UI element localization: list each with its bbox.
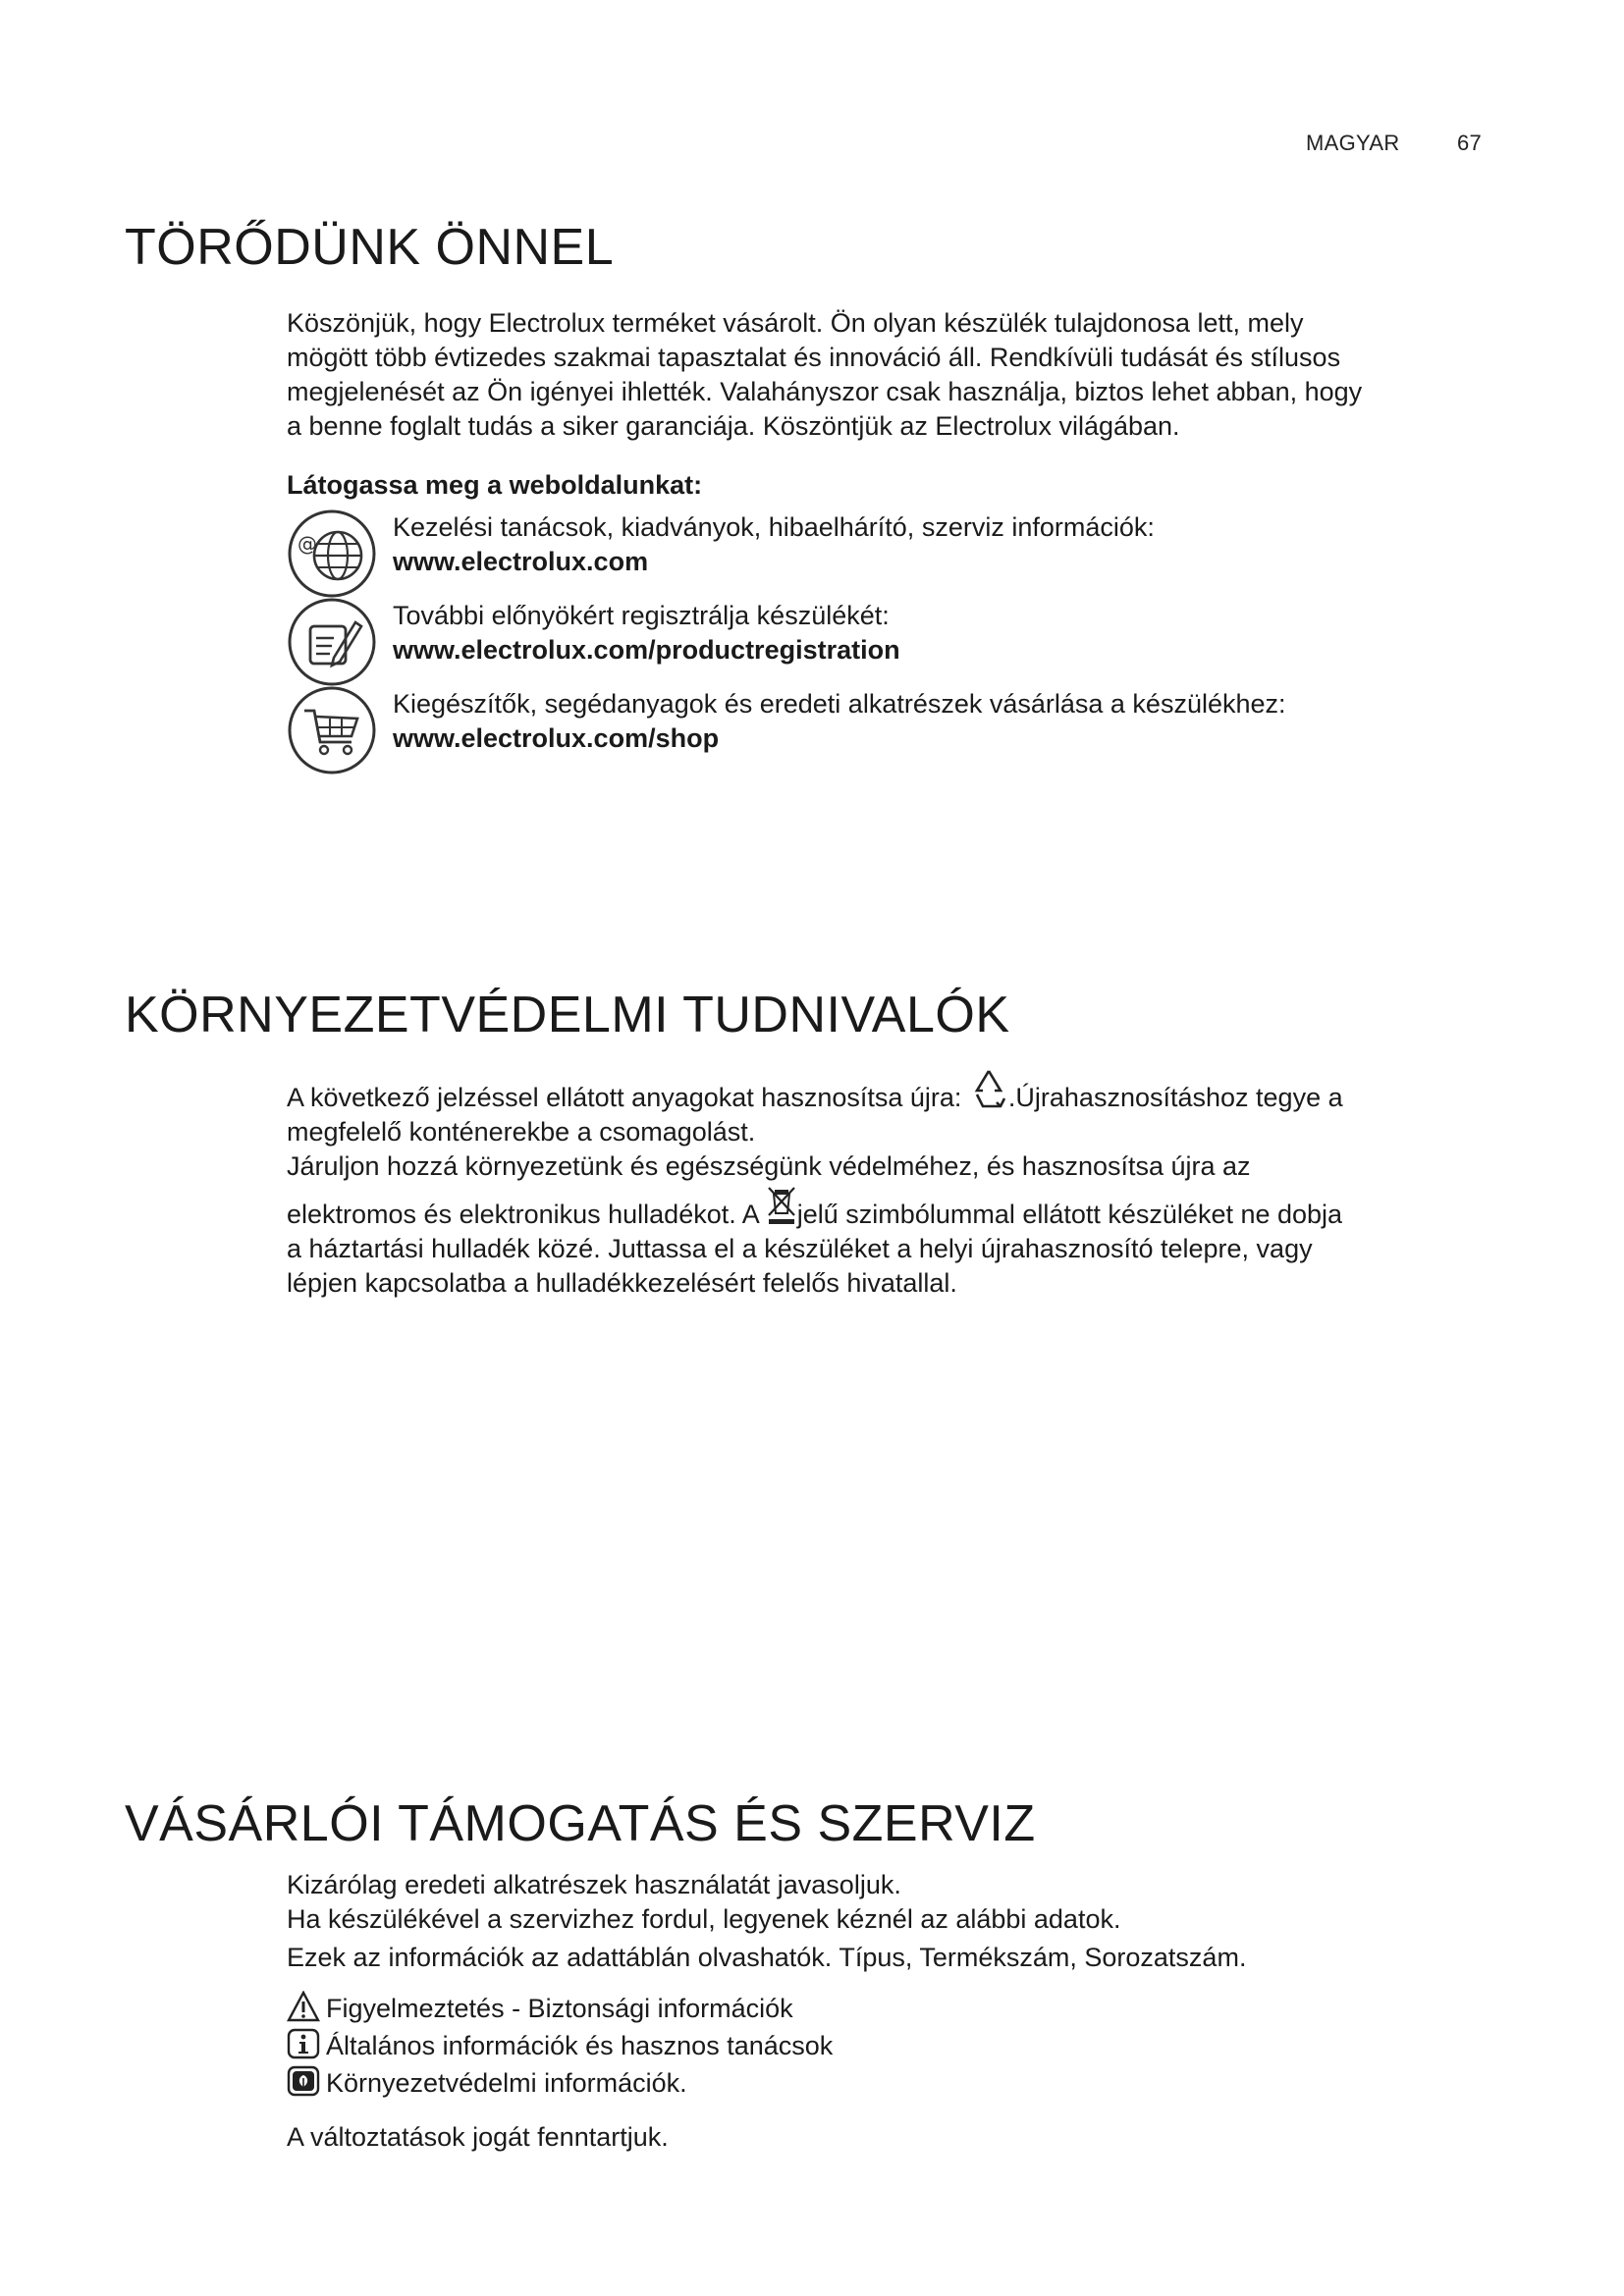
globe-icon	[287, 508, 377, 599]
crossed-bin-icon	[766, 1184, 797, 1227]
intro-line: a benne foglalt tudás a siker garanciája. Köszöntjük az Electrolux világában.	[287, 411, 1180, 441]
footer-note: A változtatások jogát fenntartjuk.	[287, 2122, 669, 2152]
section-title-support: VÁSÁRLÓI TÁMOGATÁS ÉS SZERVIZ	[125, 1795, 1036, 1852]
link-description: További előnyökért regisztrálja készülékét:	[393, 601, 890, 630]
environment-text: .Újrahasznosításhoz tegye a	[1007, 1083, 1343, 1112]
support-line: Kizárólag eredeti alkatrészek használatát javasoljuk.	[287, 1870, 901, 1899]
environment-text: megfelelő konténerekbe a csomagolást.	[287, 1117, 756, 1147]
legend-info	[287, 2028, 833, 2063]
registration-link[interactable]: www.electrolux.com/productregistration	[393, 635, 900, 665]
legend-text: Figyelmeztetés - Biztonsági információk	[326, 1994, 793, 2023]
environment-text: elektromos és elektronikus hulladékot. A	[287, 1200, 766, 1229]
environment-text: lépjen kapcsolatba a hulladékkezelésért felelős hivatallal.	[287, 1268, 957, 1298]
svg-text:@: @	[298, 532, 317, 556]
link-description: Kiegészítők, segédanyagok és eredeti alkatrészek vásárlása a készülékhez:	[393, 689, 1286, 719]
environment-text: jelű szimbólummal ellátott készüléket ne dobja	[796, 1200, 1343, 1229]
intro-line: mögött több évtizedes szakmai tapasztalat és innováció áll. Rendkívüli tudását és stílusos	[287, 343, 1341, 372]
support-line: Ha készülékével a szervizhez fordul, legyenek kéznél az alábbi adatok.	[287, 1904, 1121, 1934]
legend-text: Általános információk és hasznos tanácsok	[326, 2031, 834, 2060]
info-icon	[287, 2028, 320, 2059]
language-label: MAGYAR	[1306, 131, 1400, 155]
environment-text: a háztartási hulladék közé. Juttassa el a készüléket a helyi újrahasznosító telepre, vagy	[287, 1234, 1313, 1263]
environment-paragraph	[287, 1079, 1534, 1301]
page-number: 67	[1457, 131, 1483, 155]
shop-link[interactable]: www.electrolux.com/shop	[393, 723, 720, 753]
legend-environment	[287, 2065, 687, 2101]
intro-line: Köszönjük, hogy Electrolux terméket vásárolt. Ön olyan készülék tulajdonosa lett, mely	[287, 308, 1304, 338]
support-line: Ezek az információk az adattáblán olvashatók. Típus, Termékszám, Sorozatszám.	[287, 1943, 1247, 1972]
visit-heading: Látogassa meg a weboldalunkat:	[287, 470, 703, 500]
section-title-environment: KÖRNYEZETVÉDELMI TUDNIVALÓK	[125, 987, 1010, 1043]
warning-icon	[287, 1991, 320, 2022]
support-paragraph	[287, 1868, 1524, 1975]
registration-icon	[287, 597, 377, 687]
link-description: Kezelési tanácsok, kiadványok, hibaelhárító, szerviz információk:	[393, 512, 1155, 542]
environment-icon	[287, 2065, 320, 2097]
shopping-cart-icon	[287, 685, 377, 775]
intro-line: megjelenését az Ön igényei ihlették. Valahányszor csak használja, biztos lehet abban, hogy	[287, 377, 1363, 406]
environment-text: A következő jelzéssel ellátott anyagokat hasznosítsa újra:	[287, 1083, 969, 1112]
website-link[interactable]: www.electrolux.com	[393, 547, 649, 576]
intro-paragraph	[287, 306, 1524, 444]
environment-text: Járuljon hozzá környezetünk és egészségünk védelméhez, és hasznosítsa újra az	[287, 1151, 1251, 1181]
recycle-icon	[969, 1067, 1008, 1110]
section-title-care: TÖRŐDÜNK ÖNNEL	[125, 219, 615, 276]
legend-text: Környezetvédelmi információk.	[326, 2068, 687, 2098]
legend-warning	[287, 1991, 793, 2026]
